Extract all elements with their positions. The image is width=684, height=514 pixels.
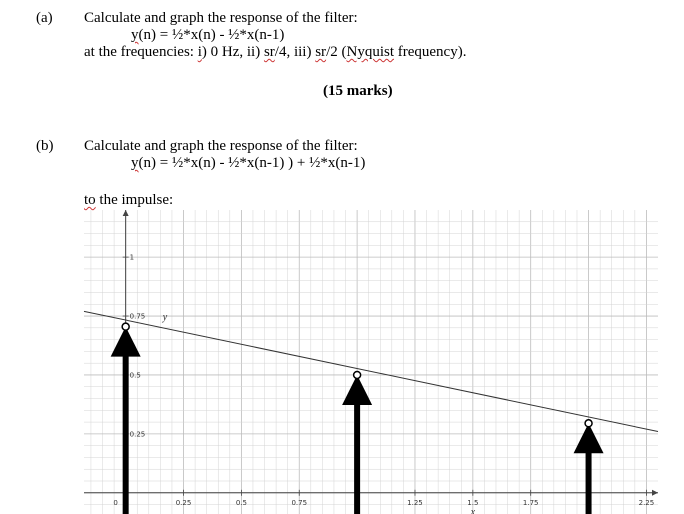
freq-mid1: ) 0 Hz, ii)	[201, 44, 264, 60]
part-a-instruction: Calculate and graph the response of the filter:	[84, 10, 358, 26]
part-b-to: to	[84, 192, 96, 208]
freq-mid2: /4, iii)	[274, 44, 316, 60]
x-axis-label: x	[470, 506, 476, 514]
part-b-eq-y: y	[131, 155, 139, 171]
x-tick-label: 1.75	[522, 498, 539, 507]
x-tick-label: 0.75	[291, 498, 308, 507]
y-tick-label: 1	[129, 253, 135, 262]
impulse-arrow-head	[342, 375, 372, 405]
freq-sr2: sr	[315, 44, 327, 60]
freq-i: i	[197, 44, 202, 60]
part-b-label: (b)	[36, 138, 54, 154]
part-b-instruction: Calculate and graph the response of the filter:	[84, 138, 358, 154]
y-tick-label: 0.5	[129, 371, 141, 380]
x-tick-label: 1.5	[467, 498, 479, 507]
part-a-marks: (15 marks)	[323, 83, 393, 99]
y-axis-arrowhead	[123, 210, 129, 216]
freq-nyquist: Nyquist	[346, 44, 394, 60]
y-tick-label: 0.75	[129, 312, 146, 321]
freq-end: frequency).	[394, 44, 467, 60]
impulse-arrow-shaft	[354, 404, 360, 514]
freq-pre: at the frequencies:	[84, 44, 198, 60]
impulse-arrow-shaft	[123, 356, 129, 514]
x-tick-label: 0.25	[175, 498, 192, 507]
trend-line	[84, 311, 658, 431]
line-point-marker	[354, 371, 361, 378]
part-a-label: (a)	[36, 10, 53, 26]
line-point-marker	[585, 420, 592, 427]
x-tick-label: 0.5	[235, 498, 247, 507]
x-axis-arrowhead	[652, 490, 658, 496]
freq-sr1: sr	[263, 44, 275, 60]
part-b-eq-rest: (n) = ½*x(n) - ½*x(n-1) ) + ½*x(n-1)	[138, 155, 366, 171]
origin-label: 0	[113, 498, 118, 507]
y-axis-label: y	[162, 312, 168, 324]
impulse-arrow-shaft	[586, 452, 592, 514]
part-a-eq-y: y	[131, 27, 139, 43]
line-point-marker	[122, 323, 129, 330]
part-b-impulse-rest: the impulse:	[95, 192, 174, 208]
y-tick-label: 0.25	[129, 430, 146, 439]
x-tick-label: 2.25	[638, 498, 655, 507]
part-a-eq-rest: (n) = ½*x(n) - ½*x(n-1)	[138, 27, 285, 43]
x-tick-label: 1.25	[407, 498, 423, 507]
impulse-arrow-head	[111, 327, 141, 357]
impulse-arrow-head	[574, 423, 604, 453]
freq-mid3: /2 (	[326, 44, 347, 60]
